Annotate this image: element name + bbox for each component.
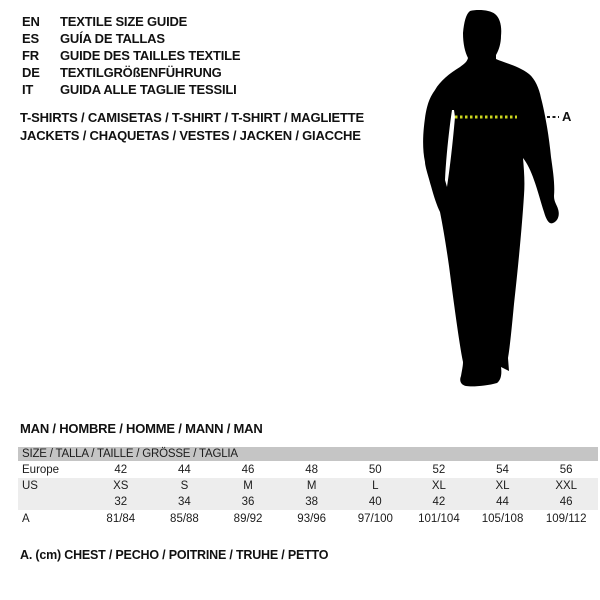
language-code: FR: [22, 48, 39, 63]
table-row-us: [18, 478, 598, 494]
language-label: GUIDE DES TAILLES TEXTILE: [60, 48, 241, 63]
table-cell: S: [180, 480, 189, 492]
table-cell: 81/84: [106, 512, 136, 525]
table-cell: 44: [178, 463, 191, 476]
table-cell: XL: [495, 480, 510, 492]
row-label: A: [22, 512, 30, 525]
table-cell: 40: [368, 496, 382, 508]
category-line-jackets: JACKETS / CHAQUETAS / VESTES / JACKEN / GIACCHE: [20, 128, 361, 143]
table-cell: 89/92: [233, 512, 263, 525]
table-cell: XXL: [555, 480, 578, 492]
table-cell: M: [243, 480, 253, 492]
table-cell: 42: [114, 463, 128, 476]
table-cell: 52: [432, 463, 446, 476]
table-row-chest-cm: [18, 510, 598, 527]
language-row-fr: [22, 47, 240, 64]
row-label: US: [22, 480, 38, 492]
garment-categories: [20, 109, 364, 145]
table-cell: 42: [432, 496, 446, 508]
language-label: TEXTILE SIZE GUIDE: [60, 14, 188, 29]
table-cell: 48: [305, 463, 319, 476]
table-cell: 85/88: [170, 512, 199, 525]
table-cell: 46: [559, 496, 573, 508]
size-table: [18, 447, 598, 527]
language-row-es: [22, 30, 240, 47]
table-cell: 38: [305, 496, 319, 508]
table-cell: 93/96: [297, 512, 327, 525]
measurement-footnote: A. (cm) CHEST / PECHO / POITRINE / TRUHE / PETTO: [20, 548, 329, 562]
language-code: IT: [22, 82, 34, 97]
section-heading: MAN / HOMBRE / HOMME / MANN / MAN: [20, 421, 263, 436]
table-row-europe: [18, 461, 598, 478]
language-label: TEXTILGRÖßENFÜHRUNG: [60, 65, 222, 80]
size-table-header: SIZE / TALLA / TAILLE / GRÖSSE / TAGLIA: [18, 447, 598, 461]
language-label: GUIDA ALLE TAGLIE TESSILI: [60, 82, 237, 97]
language-row-de: [22, 64, 240, 81]
table-cell: M: [306, 480, 317, 492]
language-row-it: [22, 81, 240, 98]
table-cell: 44: [496, 496, 509, 508]
table-cell: 54: [496, 463, 509, 476]
table-cell: 34: [178, 496, 191, 508]
measurement-figure: [410, 0, 600, 400]
table-cell: 32: [114, 496, 128, 508]
table-cell: 36: [241, 496, 255, 508]
language-code: EN: [22, 14, 40, 29]
table-cell: 46: [241, 463, 255, 476]
table-cell: L: [372, 480, 379, 492]
measurement-marker-label: A: [562, 109, 572, 124]
table-cell: 105/108: [481, 512, 524, 525]
language-code: DE: [22, 65, 40, 80]
table-cell: 56: [559, 463, 573, 476]
man-silhouette-graphic: [410, 0, 600, 400]
table-cell: XS: [113, 480, 129, 492]
language-row-en: [22, 13, 240, 30]
language-list: [22, 13, 240, 98]
category-line-tshirts: T-SHIRTS / CAMISETAS / T-SHIRT / T-SHIRT / MAGLIETTE: [20, 110, 364, 125]
language-code: ES: [22, 31, 39, 46]
table-cell: 97/100: [357, 512, 393, 525]
table-row-us-numeric: [18, 494, 598, 510]
table-cell: 101/104: [418, 512, 460, 525]
table-cell: 109/112: [545, 512, 587, 525]
table-cell: XL: [431, 480, 446, 492]
man-silhouette: [423, 10, 559, 386]
row-label: Europe: [22, 463, 60, 476]
table-cell: 50: [368, 463, 382, 476]
language-label: GUÍA DE TALLAS: [60, 31, 165, 46]
